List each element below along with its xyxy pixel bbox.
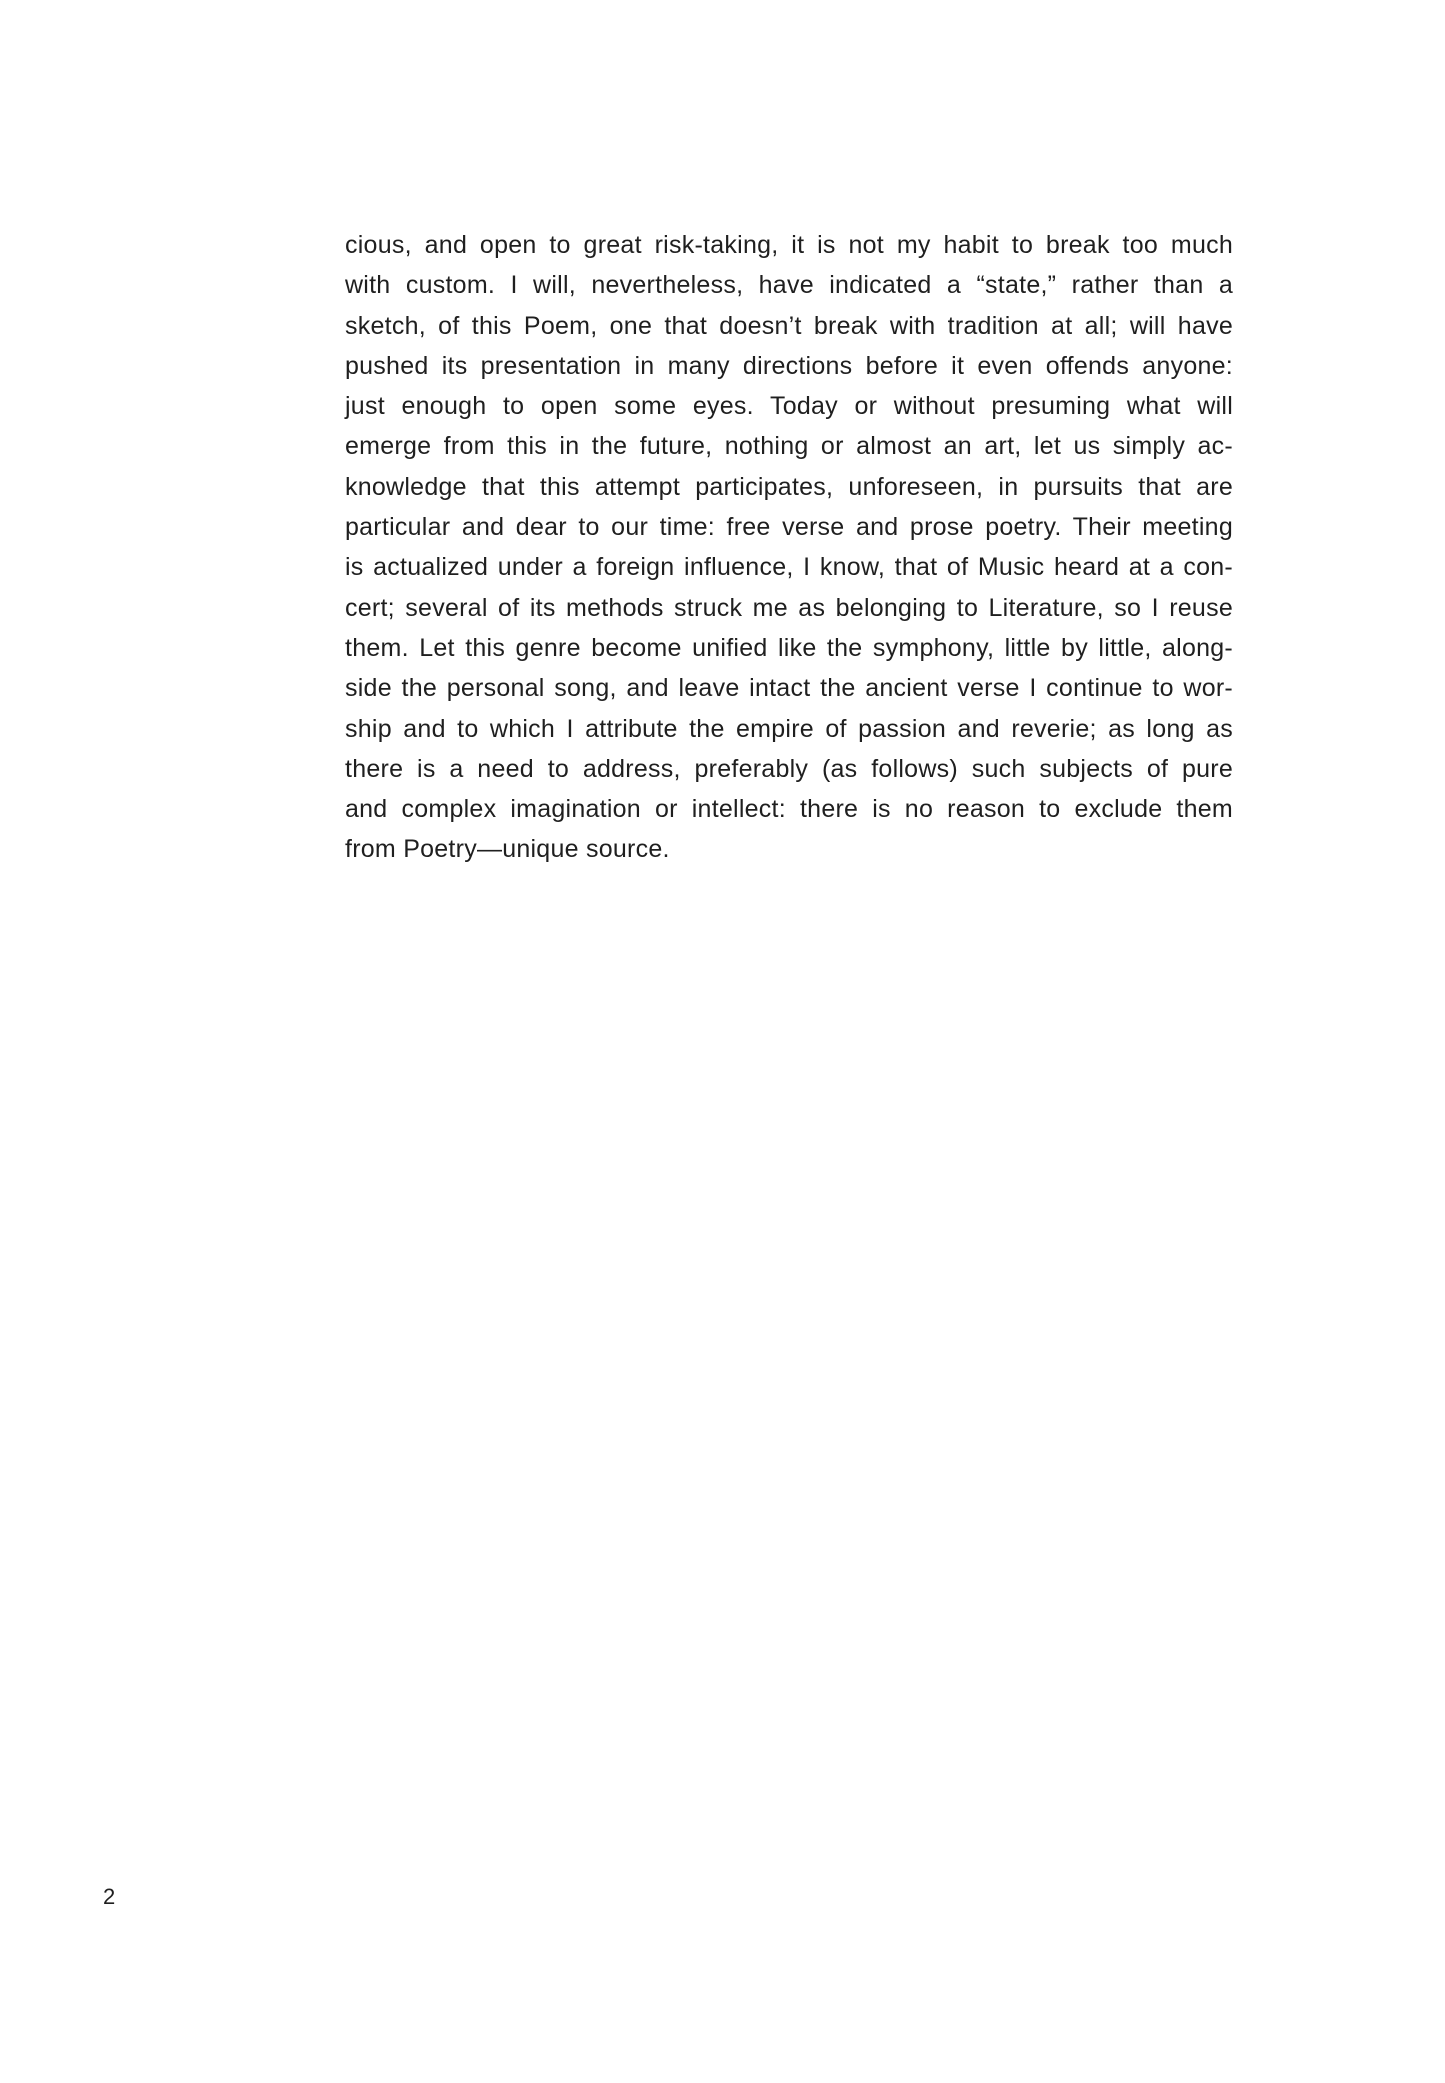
- paragraph-line: cert; several of its methods struck me as belonging to Literature, so I reuse: [345, 593, 1233, 622]
- paragraph-line: them. Let this genre become unified like the symphony, little by little, along-: [345, 633, 1233, 662]
- paragraph: [345, 225, 1233, 870]
- paragraph-line: particular and dear to our time: free verse and prose poetry. Their meeting: [345, 513, 1233, 542]
- paragraph-line: knowledge that this attempt participates, unforeseen, in pursuits that are: [345, 472, 1233, 501]
- paragraph-line: there is a need to address, preferably (as follows) such subjects of pure: [345, 754, 1233, 783]
- paragraph-line: just enough to open some eyes. Today or without presuming what will: [345, 392, 1233, 421]
- paragraph-line: ship and to which I attribute the empire of passion and reverie; as long as: [345, 714, 1233, 743]
- paragraph-line: sketch, of this Poem, one that doesn’t break with tradition at all; will have: [345, 311, 1233, 340]
- paragraph-line: pushed its presentation in many directions before it even offends anyone:: [345, 351, 1233, 380]
- paragraph-line: is actualized under a foreign influence, I know, that of Music heard at a con-: [345, 553, 1233, 582]
- paragraph-line: side the personal song, and leave intact the ancient verse I continue to wor-: [345, 674, 1233, 703]
- paragraph-line: cious, and open to great risk-taking, it is not my habit to break too much: [345, 231, 1233, 259]
- paragraph-line: and complex imagination or intellect: there is no reason to exclude them: [345, 795, 1233, 824]
- page-number: 2: [103, 1884, 116, 1909]
- paragraph-line: from Poetry—unique source.: [345, 835, 670, 864]
- paragraph-line: emerge from this in the future, nothing or almost an art, let us simply ac-: [345, 432, 1233, 461]
- paragraph-line: with custom. I will, nevertheless, have indicated a “state,” rather than a: [345, 271, 1233, 300]
